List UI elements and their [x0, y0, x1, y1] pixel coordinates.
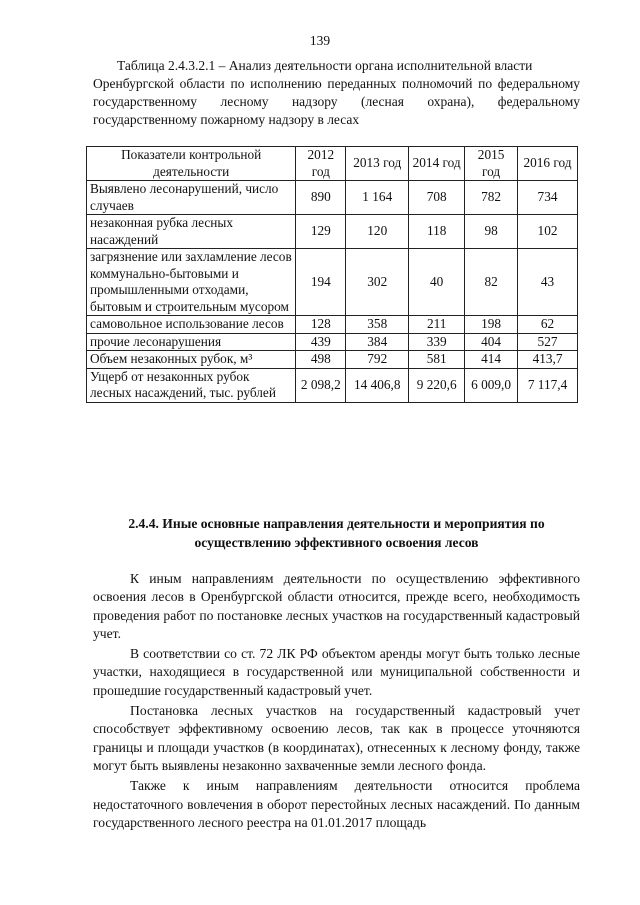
table-cell: 98 [465, 215, 518, 249]
table-cell: 413,7 [518, 351, 578, 369]
table-cell: 9 220,6 [409, 368, 465, 402]
table-cell: 498 [296, 351, 346, 369]
table-caption [93, 57, 580, 129]
section-heading [93, 514, 580, 552]
table-cell: 1 164 [346, 181, 409, 215]
caption-line-1: Таблица 2.4.3.2.1 – Анализ деятельности органа исполнительной власти [117, 58, 533, 73]
table-row [87, 333, 578, 351]
table-cell: 128 [296, 316, 346, 334]
page-number: 139 [309, 33, 331, 48]
table-cell: 339 [409, 333, 465, 351]
table-cell: 211 [409, 316, 465, 334]
table-row [87, 249, 578, 316]
table-cell: 439 [296, 333, 346, 351]
table-cell: 414 [465, 351, 518, 369]
paragraph: Постановка лесных участков на государственный кадастровый учет способствует эффективному освоению лесов, так как в процессе уточняются границы и площади участков (в координатах), отнесенных к лесному фонду, также могут быть выявлены незаконно захваченные земли лесного фонда. [93, 703, 580, 773]
row-label: Ущерб от незаконных рубок лесных насаждений, тыс. рублей [87, 368, 296, 402]
table-row [87, 215, 578, 249]
table-cell: 118 [409, 215, 465, 249]
table-cell: 384 [346, 333, 409, 351]
header-year-2015: 2015 год [465, 147, 518, 181]
table-cell: 792 [346, 351, 409, 369]
paragraph: К иным направлениям деятельности по осуществлению эффективного освоения лесов в Оренбургской области относится, прежде всего, необходимость проведения работ по постановке лесных участков на государственный кадастровый учет. [93, 571, 580, 641]
caption-line-2: Оренбургской области по исполнению переданных полномочий по федеральному государственному лесному надзору (лесная охрана), федеральному государственному пожарному надзору в лесах [93, 76, 580, 127]
table-header-row [87, 147, 578, 181]
body-text [93, 570, 580, 834]
paragraph: В соответствии со ст. 72 ЛК РФ объектом аренды могут быть только лесные участки, находящиеся в государственной или муниципальной собственности и прошедшие государственный кадастровый учет. [93, 646, 580, 698]
header-year-2013: 2013 год [346, 147, 409, 181]
table-cell: 358 [346, 316, 409, 334]
header-indicator: Показатели контрольной деятельности [87, 147, 296, 181]
table-cell: 129 [296, 215, 346, 249]
row-label: самовольное использование лесов [87, 316, 296, 334]
table-cell: 40 [409, 249, 465, 316]
header-year-2016: 2016 год [518, 147, 578, 181]
section-heading-line-1: 2.4.4. Иные основные направления деятельности и мероприятия по [128, 516, 545, 531]
table-cell: 527 [518, 333, 578, 351]
section-heading-line-2: осуществлению эффективного освоения лесов [194, 535, 479, 550]
table-row [87, 316, 578, 334]
table-cell: 734 [518, 181, 578, 215]
row-label: Объем незаконных рубок, м³ [87, 351, 296, 369]
table-cell: 82 [465, 249, 518, 316]
table-row [87, 181, 578, 215]
table-cell: 302 [346, 249, 409, 316]
table-cell: 708 [409, 181, 465, 215]
forest-control-table [86, 146, 578, 403]
paragraph: Также к иным направлениям деятельности относится проблема недостаточного вовлечения в оборот перестойных лесных насаждений. По данным государственного лесного реестра на 01.01.2017 площадь [93, 778, 580, 830]
table-cell: 43 [518, 249, 578, 316]
table-cell: 6 009,0 [465, 368, 518, 402]
row-label: Выявлено лесонарушений, число случаев [87, 181, 296, 215]
table-cell: 194 [296, 249, 346, 316]
table-cell: 198 [465, 316, 518, 334]
table-row [87, 351, 578, 369]
row-label: прочие лесонарушения [87, 333, 296, 351]
header-year-2014: 2014 год [409, 147, 465, 181]
table-cell: 62 [518, 316, 578, 334]
table-cell: 890 [296, 181, 346, 215]
table-cell: 782 [465, 181, 518, 215]
table-cell: 102 [518, 215, 578, 249]
header-year-2012: 2012 год [296, 147, 346, 181]
table-cell: 14 406,8 [346, 368, 409, 402]
table-cell: 581 [409, 351, 465, 369]
row-label: загрязнение или захламление лесов коммунально-бытовыми и промышленными отходами, бытовым и строительным мусором [87, 249, 296, 316]
table-cell: 120 [346, 215, 409, 249]
table-row [87, 368, 578, 402]
table-cell: 7 117,4 [518, 368, 578, 402]
table-cell: 2 098,2 [296, 368, 346, 402]
row-label: незаконная рубка лесных насаждений [87, 215, 296, 249]
table-cell: 404 [465, 333, 518, 351]
